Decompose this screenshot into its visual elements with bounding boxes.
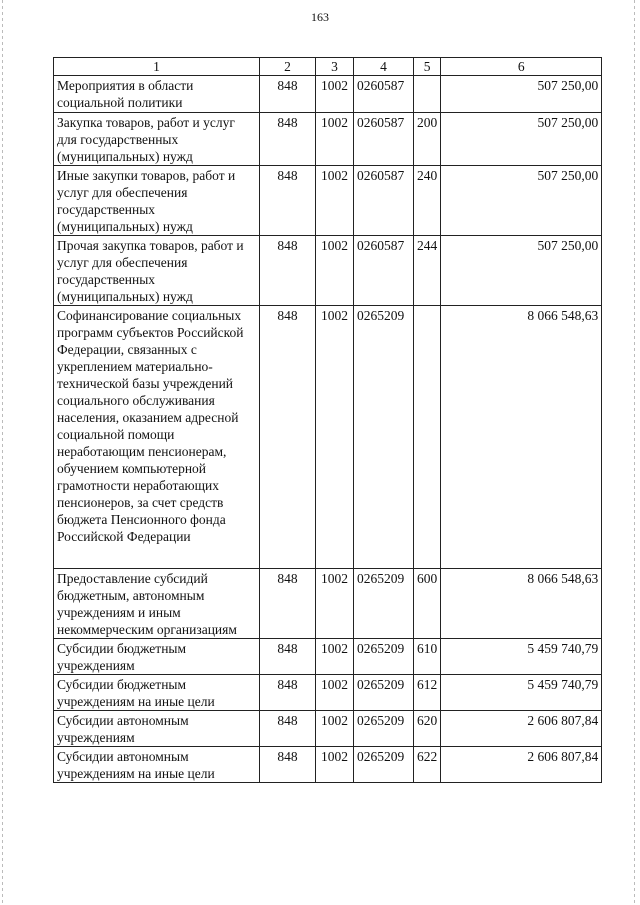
header-cell: 6 [441,58,602,76]
cell-vr [414,306,441,569]
table-row [54,166,602,236]
cell-name: Софинансирование социальных программ субъектов Российской Федерации, связанных с укреплением материально-технической базы учреждений социального обслуживания населения, оказанием адресной социальной помощи неработающим пенсионерам, обучением компьютерной грамотности неработающих пенсионеров, за счет средств бюджета Пенсионного фонда Российской Федерации [54,306,260,569]
header-cell: 4 [354,58,414,76]
cell-cs: 0265209 [354,639,414,675]
cell-rz: 1002 [316,166,354,236]
cell-sum: 5 459 740,79 [441,675,602,711]
cell-glava: 848 [260,113,316,166]
cell-glava: 848 [260,236,316,306]
table-row [54,747,602,783]
cell-vr: 244 [414,236,441,306]
cell-rz: 1002 [316,747,354,783]
cell-vr: 200 [414,113,441,166]
cell-cs: 0265209 [354,569,414,639]
cell-glava: 848 [260,675,316,711]
cell-sum: 2 606 807,84 [441,711,602,747]
cell-cs: 0265209 [354,747,414,783]
cell-vr: 622 [414,747,441,783]
page-number: 163 [311,10,329,24]
cell-glava: 848 [260,76,316,113]
scan-edge-right [634,0,635,905]
cell-rz: 1002 [316,711,354,747]
cell-name: Субсидии бюджетным учреждениям на иные цели [54,675,260,711]
cell-rz: 1002 [316,76,354,113]
cell-name: Субсидии бюджетным учреждениям [54,639,260,675]
cell-glava: 848 [260,306,316,569]
cell-cs: 0265209 [354,711,414,747]
cell-rz: 1002 [316,236,354,306]
cell-rz: 1002 [316,569,354,639]
cell-name: Субсидии автономным учреждениям [54,711,260,747]
cell-sum: 2 606 807,84 [441,747,602,783]
cell-vr: 620 [414,711,441,747]
cell-glava: 848 [260,747,316,783]
table-row [54,639,602,675]
cell-rz: 1002 [316,306,354,569]
cell-vr: 600 [414,569,441,639]
cell-cs: 0265209 [354,306,414,569]
cell-rz: 1002 [316,675,354,711]
cell-name: Закупка товаров, работ и услуг для государственных (муниципальных) нужд [54,113,260,166]
cell-sum: 507 250,00 [441,166,602,236]
header-cell: 2 [260,58,316,76]
budget-table [53,57,602,783]
cell-cs: 0260587 [354,166,414,236]
cell-sum: 8 066 548,63 [441,306,602,569]
cell-cs: 0265209 [354,675,414,711]
cell-glava: 848 [260,711,316,747]
table-header-row [54,58,602,76]
cell-name: Прочая закупка товаров, работ и услуг для обеспечения государственных (муниципальных) нужд [54,236,260,306]
cell-vr: 610 [414,639,441,675]
cell-rz: 1002 [316,639,354,675]
cell-sum: 507 250,00 [441,113,602,166]
cell-sum: 8 066 548,63 [441,569,602,639]
cell-glava: 848 [260,639,316,675]
cell-name: Мероприятия в области социальной политики [54,76,260,113]
cell-glava: 848 [260,166,316,236]
cell-vr: 612 [414,675,441,711]
cell-cs: 0260587 [354,76,414,113]
table-row [54,236,602,306]
scan-edge-left [2,0,3,905]
header-cell: 1 [54,58,260,76]
cell-name: Иные закупки товаров, работ и услуг для обеспечения государственных (муниципальных) нужд [54,166,260,236]
cell-sum: 507 250,00 [441,236,602,306]
cell-sum: 507 250,00 [441,76,602,113]
cell-vr: 240 [414,166,441,236]
cell-rz: 1002 [316,113,354,166]
cell-name: Субсидии автономным учреждениям на иные цели [54,747,260,783]
cell-name: Предоставление субсидий бюджетным, автономным учреждениям и иным некоммерческим организациям [54,569,260,639]
cell-glava: 848 [260,569,316,639]
cell-cs: 0260587 [354,113,414,166]
table-row [54,711,602,747]
cell-vr [414,76,441,113]
header-cell: 3 [316,58,354,76]
cell-cs: 0260587 [354,236,414,306]
cell-sum: 5 459 740,79 [441,639,602,675]
table-row [54,76,602,113]
table-row [54,113,602,166]
table-row [54,675,602,711]
table-row [54,306,602,569]
table-row [54,569,602,639]
header-cell: 5 [414,58,441,76]
